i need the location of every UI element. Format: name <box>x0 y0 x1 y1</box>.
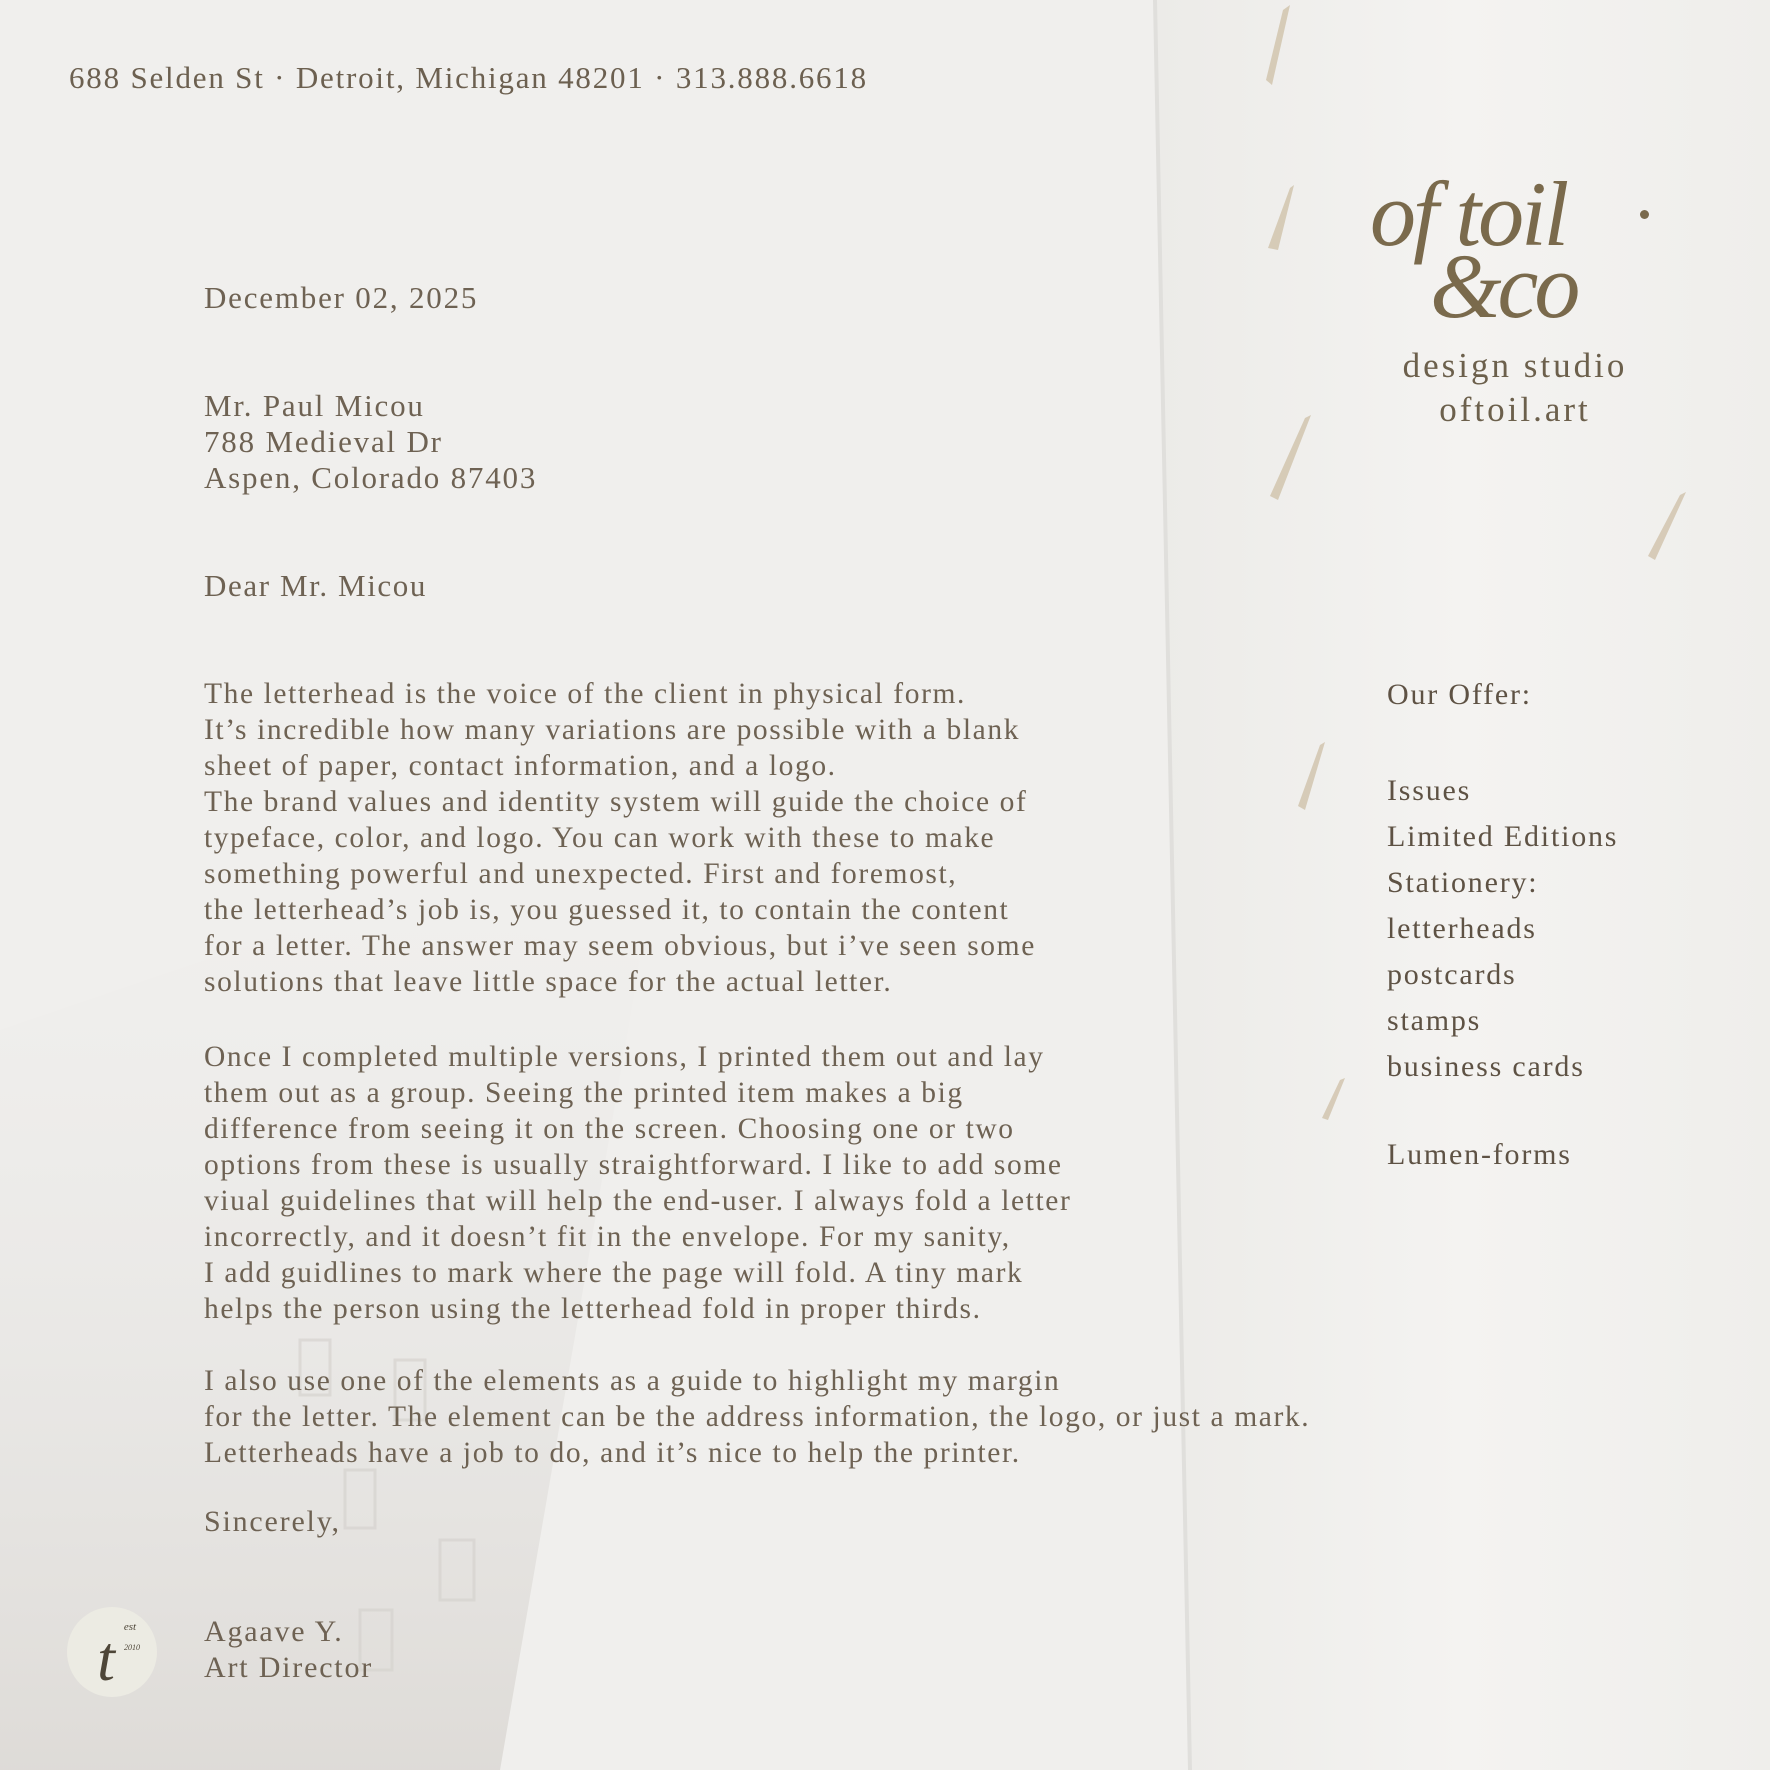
offer-item: Stationery: <box>1387 866 1539 899</box>
contact-line: 688 Selden St · Detroit, Michigan 48201 · 313.888.6618 <box>69 60 868 95</box>
offer-item: postcards <box>1387 958 1517 991</box>
seal-year: 2010 <box>124 1643 140 1652</box>
offer-title: Our Offer: <box>1387 678 1532 711</box>
seal-est: est <box>123 1621 137 1633</box>
letter-greeting: Dear Mr. Micou <box>204 568 427 603</box>
recipient-address <box>204 388 537 496</box>
brand-website[interactable]: oftoil.art <box>1439 390 1591 429</box>
offer-item: letterheads <box>1387 912 1537 945</box>
letter-paragraph: Once I completed multiple versions, I printed them out and lay them out as a group. Seeing the printed item makes a big difference from seeing it on the screen. Choosing one or two options from these is usually straightforward. I like to add some viual guidelines that will help the end-user. I always fold a letter incorrectly, and it doesn’t fit in the envelope. For my sanity, I add guidlines to mark where the page will fold. A tiny mark helps the person using the letterhead fold in proper thirds. <box>204 1041 1072 1325</box>
brand-logo-line1: of toil <box>1370 163 1567 265</box>
logo-dot-icon <box>1640 210 1649 219</box>
recipient-name: Mr. Paul Micou <box>204 388 425 423</box>
offer-extra-item: Lumen-forms <box>1387 1138 1572 1171</box>
offer-item: Issues <box>1387 774 1472 807</box>
signature-name: Agaave Y. <box>204 1615 344 1648</box>
signature-title: Art Director <box>204 1651 374 1684</box>
offer-item: stamps <box>1387 1004 1482 1037</box>
letter-paragraph: I also use one of the elements as a guide to highlight my margin for the letter. The element can be the address information, the logo, or just a mark. Letterheads have a job to do, and it’s nice to help the printer. <box>204 1365 1311 1469</box>
offer-item: business cards <box>1387 1050 1585 1083</box>
brand-logo-line2: &co <box>1430 235 1577 337</box>
letter-date: December 02, 2025 <box>204 280 479 315</box>
seal-letter: t <box>97 1623 115 1694</box>
signature-block <box>204 1614 373 1686</box>
studio-seal-icon <box>66 1606 158 1698</box>
letter-paragraph: The letterhead is the voice of the client in physical form. It’s incredible how many variations are possible with a blank sheet of paper, contact information, and a logo. The brand values and identity system will guide the choice of typeface, color, and logo. You can work with these to make something powerful and unexpected. First and foremost, the letterhead’s job is, you guessed it, to contain the content for a letter. The answer may seem obvious, but i’ve seen some solutions that leave little space for the actual letter. <box>204 678 1036 998</box>
offer-list <box>1387 768 1618 1090</box>
recipient-street: 788 Medieval Dr <box>204 424 443 459</box>
recipient-city: Aspen, Colorado 87403 <box>204 460 538 495</box>
offer-item: Limited Editions <box>1387 820 1619 853</box>
letter-closing: Sincerely, <box>204 1505 341 1538</box>
brand-tagline: design studio <box>1402 346 1628 385</box>
